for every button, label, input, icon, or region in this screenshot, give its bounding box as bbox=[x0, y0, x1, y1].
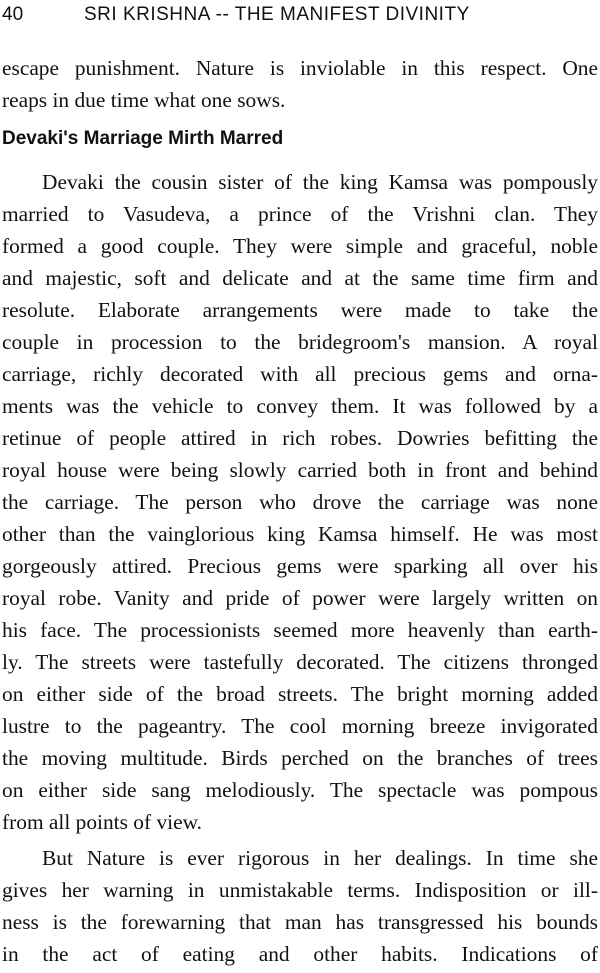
text-line: royal robe. Vanity and pride of power were largely written on bbox=[2, 586, 598, 610]
text-line: couple in procession to the bridegroom's mansion. A royal bbox=[2, 330, 598, 354]
text-line: gorgeously attired. Precious gems were sparking all over his bbox=[2, 554, 598, 578]
text-line: the carriage. The person who drove the carriage was none bbox=[2, 490, 598, 514]
running-header bbox=[2, 4, 598, 26]
text-line: other than the vainglorious king Kamsa himself. He was most bbox=[2, 522, 598, 546]
text-line: Devaki the cousin sister of the king Kamsa was pompously bbox=[42, 170, 598, 194]
text-line: on either side of the broad streets. The bright morning added bbox=[2, 682, 598, 706]
text-line: reaps in due time what one sows. bbox=[2, 88, 286, 112]
running-title: SRI KRISHNA -- THE MANIFEST DIVINITY bbox=[84, 4, 470, 25]
text-line: on either side sang melodiously. The spectacle was pompous bbox=[2, 778, 598, 802]
text-line: his face. The processionists seemed more heavenly than earth- bbox=[2, 618, 598, 642]
text-line: carriage, richly decorated with all precious gems and orna- bbox=[2, 362, 598, 386]
text-line: formed a good couple. They were simple and graceful, noble bbox=[2, 234, 598, 258]
text-line: ly. The streets were tastefully decorated. The citizens thronged bbox=[2, 650, 598, 674]
text-line: from all points of view. bbox=[2, 810, 203, 834]
text-line: retinue of people attired in rich robes. Dowries befitting the bbox=[2, 426, 598, 450]
text-line: in the act of eating and other habits. Indications of bbox=[2, 942, 598, 966]
text-line: resolute. Elaborate arrangements were made to take the bbox=[2, 298, 598, 322]
text-line: ness is the forewarning that man has transgressed his bounds bbox=[2, 910, 598, 934]
text-line: gives her warning in unmistakable terms. Indisposition or ill- bbox=[2, 878, 598, 902]
page-number: 40 bbox=[2, 4, 24, 25]
text-line: and majestic, soft and delicate and at the same time firm and bbox=[2, 266, 598, 290]
section-heading: Devaki's Marriage Mirth Marred bbox=[2, 128, 284, 149]
text-line: ments was the vehicle to convey them. It was followed by a bbox=[2, 394, 598, 418]
text-line: escape punishment. Nature is inviolable in this respect. One bbox=[2, 56, 598, 80]
text-line: the moving multitude. Birds perched on the branches of trees bbox=[2, 746, 598, 770]
text-line: lustre to the pageantry. The cool morning breeze invigorated bbox=[2, 714, 598, 738]
text-line: royal house were being slowly carried both in front and behind bbox=[2, 458, 598, 482]
text-line: married to Vasudeva, a prince of the Vrishni clan. They bbox=[2, 202, 598, 226]
text-line: But Nature is ever rigorous in her dealings. In time she bbox=[42, 846, 598, 870]
